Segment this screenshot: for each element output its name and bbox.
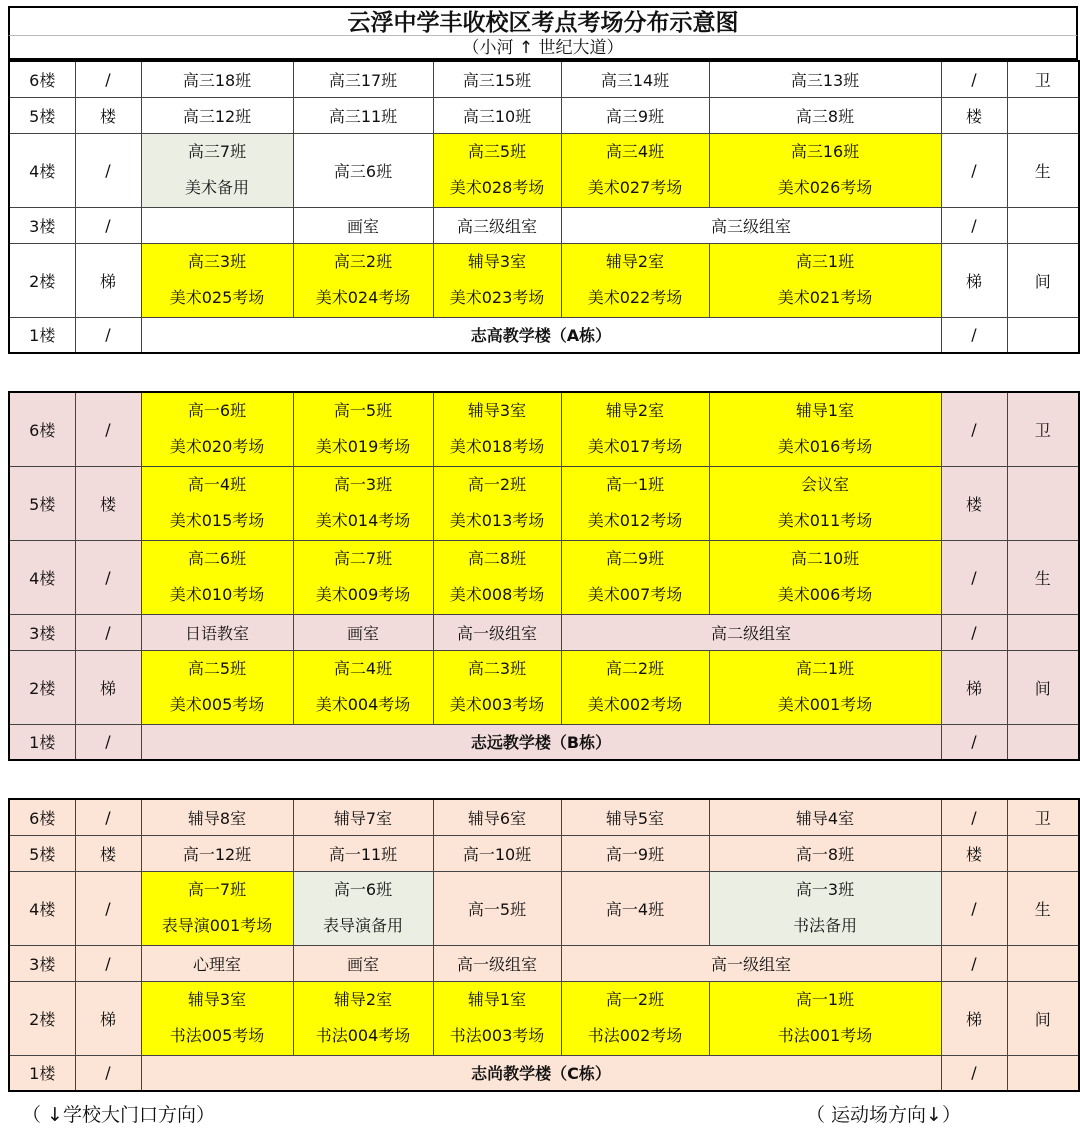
table-row	[9, 835, 1079, 871]
room-cell: 高一10班	[433, 835, 561, 871]
floor-label: 6楼	[9, 799, 75, 835]
room-cell	[709, 871, 941, 945]
exam-room: 美术002考场	[587, 695, 683, 714]
restroom-cell	[1007, 466, 1079, 540]
room-cell: 高一5班	[433, 871, 561, 945]
room-cell	[433, 243, 561, 317]
stair-cell: 楼	[941, 466, 1007, 540]
exam-room: 美术004考场	[315, 695, 411, 714]
room-name: 高三16班	[790, 142, 860, 161]
stair-cell: 梯	[941, 981, 1007, 1055]
room-name: 高一1班	[605, 475, 665, 494]
room-cell: 日语教室	[141, 614, 293, 650]
stair-cell: /	[75, 945, 141, 981]
restroom-cell: 生	[1007, 540, 1079, 614]
room-cell: 辅导5室	[561, 799, 709, 835]
stair-cell: 梯	[75, 650, 141, 724]
room-name: 高一6班	[187, 401, 247, 421]
restroom-cell	[1007, 97, 1079, 133]
stair-cell: /	[941, 1055, 1007, 1091]
stair-cell: 梯	[941, 650, 1007, 724]
stair-cell: /	[75, 317, 141, 353]
room-name: 会议室	[800, 475, 849, 494]
exam-room: 书法002考场	[587, 1026, 683, 1045]
room-cell: 辅导7室	[293, 799, 433, 835]
table-row	[9, 650, 1079, 724]
exam-room: 表导演001考场	[161, 916, 273, 935]
floor-label: 3楼	[9, 945, 75, 981]
stair-cell: 梯	[941, 243, 1007, 317]
room-cell	[293, 392, 433, 466]
room-cell	[709, 466, 941, 540]
exam-room: 美术005考场	[169, 695, 265, 714]
room-cell	[293, 650, 433, 724]
floor-label: 5楼	[9, 835, 75, 871]
restroom-cell: 间	[1007, 243, 1079, 317]
room-name: 高一2班	[467, 475, 527, 494]
room-cell	[141, 466, 293, 540]
room-cell	[433, 466, 561, 540]
exam-room: 美术017考场	[587, 437, 683, 457]
room-name: 辅导2室	[605, 401, 665, 421]
floor-label: 1楼	[9, 1055, 75, 1091]
room-cell	[433, 133, 561, 207]
room-cell	[709, 981, 941, 1055]
room-name: 高一3班	[795, 880, 855, 899]
building-name: 志高教学楼（A栋）	[141, 317, 941, 353]
floor-label: 4楼	[9, 133, 75, 207]
stair-cell: /	[941, 614, 1007, 650]
stair-cell: /	[75, 1055, 141, 1091]
room-cell	[709, 133, 941, 207]
table-row	[9, 945, 1079, 981]
room-cell	[709, 392, 941, 466]
stair-cell: /	[941, 799, 1007, 835]
room-cell	[433, 392, 561, 466]
exam-room: 美术019考场	[315, 437, 411, 457]
exam-room: 美术006考场	[777, 585, 873, 604]
table-row	[9, 317, 1079, 353]
room-cell	[293, 243, 433, 317]
exam-room: 美术001考场	[777, 695, 873, 714]
room-cell	[141, 650, 293, 724]
floor-label: 5楼	[9, 466, 75, 540]
table-row	[9, 871, 1079, 945]
stair-cell: /	[75, 207, 141, 243]
room-name: 辅导1室	[795, 401, 855, 421]
exam-room: 书法003考场	[449, 1026, 545, 1045]
room-cell	[141, 392, 293, 466]
room-name: 高二5班	[187, 659, 247, 678]
room-name: 高一6班	[333, 880, 393, 899]
stair-cell: /	[941, 61, 1007, 97]
room-name: 高一3班	[333, 475, 393, 494]
floor-label: 6楼	[9, 61, 75, 97]
room-cell: 高三13班	[709, 61, 941, 97]
exam-room: 表导演备用	[322, 916, 403, 935]
floor-label: 2楼	[9, 650, 75, 724]
room-cell	[561, 650, 709, 724]
building-a-table	[8, 60, 1080, 354]
room-name: 高一5班	[333, 401, 393, 421]
room-name: 高二4班	[333, 659, 393, 678]
stair-cell: 楼	[941, 97, 1007, 133]
exam-room: 美术028考场	[449, 178, 545, 197]
room-cell: 高三10班	[433, 97, 561, 133]
table-row	[9, 799, 1079, 835]
room-cell: 高一级组室	[433, 614, 561, 650]
room-name: 辅导3室	[187, 990, 247, 1009]
room-cell: 高一级组室	[433, 945, 561, 981]
stair-cell: /	[75, 133, 141, 207]
table-row	[9, 392, 1079, 466]
room-cell	[561, 133, 709, 207]
room-cell: 高一级组室	[561, 945, 941, 981]
room-name: 高三4班	[605, 142, 665, 161]
room-cell: 辅导8室	[141, 799, 293, 835]
room-name: 辅导3室	[467, 252, 527, 271]
stair-cell: /	[75, 392, 141, 466]
room-cell: 画室	[293, 614, 433, 650]
room-name: 高一7班	[187, 880, 247, 899]
exam-room: 美术009考场	[315, 585, 411, 604]
room-cell: 高一9班	[561, 835, 709, 871]
room-cell	[709, 540, 941, 614]
exam-room: 美术016考场	[777, 437, 873, 457]
room-cell: 高三9班	[561, 97, 709, 133]
restroom-cell	[1007, 207, 1079, 243]
room-cell	[293, 540, 433, 614]
exam-room: 美术011考场	[777, 511, 873, 530]
exam-room: 美术021考场	[777, 288, 873, 307]
stair-cell: /	[941, 392, 1007, 466]
room-cell: 高一8班	[709, 835, 941, 871]
room-cell: 高三12班	[141, 97, 293, 133]
restroom-cell: 卫	[1007, 799, 1079, 835]
room-name: 辅导3室	[467, 401, 527, 421]
floor-label: 3楼	[9, 614, 75, 650]
exam-room: 书法备用	[792, 916, 857, 935]
restroom-cell: 卫	[1007, 392, 1079, 466]
exam-room: 书法001考场	[777, 1026, 873, 1045]
stair-cell: 梯	[75, 243, 141, 317]
room-name: 辅导2室	[605, 252, 665, 271]
exam-room: 美术020考场	[169, 437, 265, 457]
stair-cell: 梯	[75, 981, 141, 1055]
room-cell	[561, 981, 709, 1055]
floor-label: 1楼	[9, 317, 75, 353]
room-name: 高二9班	[605, 549, 665, 568]
room-cell	[141, 871, 293, 945]
stair-cell: 楼	[75, 466, 141, 540]
room-cell: 高三11班	[293, 97, 433, 133]
exam-room: 美术007考场	[587, 585, 683, 604]
room-cell	[293, 981, 433, 1055]
exam-room: 美术027考场	[587, 178, 683, 197]
stair-cell: 楼	[75, 835, 141, 871]
room-cell: 辅导6室	[433, 799, 561, 835]
stair-cell: /	[941, 724, 1007, 760]
stair-cell: /	[75, 614, 141, 650]
building-name: 志远教学楼（B栋）	[141, 724, 941, 760]
stair-cell: /	[941, 945, 1007, 981]
room-cell	[293, 871, 433, 945]
floor-label: 4楼	[9, 871, 75, 945]
exam-room: 书法005考场	[169, 1026, 265, 1045]
floor-label: 3楼	[9, 207, 75, 243]
page-subtitle: （小河 ↑ 世纪大道）	[8, 36, 1078, 60]
room-cell: 高一11班	[293, 835, 433, 871]
sports-field-direction: （ 运动场方向↓）	[806, 1104, 961, 1126]
restroom-cell: 卫	[1007, 61, 1079, 97]
room-cell: 画室	[293, 945, 433, 981]
room-name: 高三1班	[795, 252, 855, 271]
room-cell: 高一4班	[561, 871, 709, 945]
room-name: 高二6班	[187, 549, 247, 568]
exam-room: 美术014考场	[315, 511, 411, 530]
stair-cell: 楼	[75, 97, 141, 133]
restroom-cell: 间	[1007, 981, 1079, 1055]
room-name: 高三5班	[467, 142, 527, 161]
room-cell	[561, 466, 709, 540]
room-cell	[141, 207, 293, 243]
room-cell: 高三15班	[433, 61, 561, 97]
building-b-table	[8, 391, 1080, 761]
restroom-cell	[1007, 835, 1079, 871]
room-name: 高三2班	[333, 252, 393, 271]
table-row	[9, 207, 1079, 243]
room-cell	[141, 243, 293, 317]
room-cell: 高三级组室	[561, 207, 941, 243]
floor-label: 1楼	[9, 724, 75, 760]
room-cell	[141, 981, 293, 1055]
floor-label: 6楼	[9, 392, 75, 466]
room-name: 高一1班	[795, 990, 855, 1009]
restroom-cell	[1007, 317, 1079, 353]
room-cell	[293, 466, 433, 540]
room-cell	[433, 650, 561, 724]
restroom-cell: 生	[1007, 871, 1079, 945]
stair-cell: 楼	[941, 835, 1007, 871]
room-cell: 高三8班	[709, 97, 941, 133]
room-name: 高三7班	[187, 142, 247, 161]
room-name: 高一4班	[187, 475, 247, 494]
room-name: 辅导2室	[333, 990, 393, 1009]
room-cell: 高二级组室	[561, 614, 941, 650]
room-cell	[433, 540, 561, 614]
stair-cell: /	[75, 61, 141, 97]
room-cell	[709, 650, 941, 724]
exam-room: 美术023考场	[449, 288, 545, 307]
floor-label: 2楼	[9, 243, 75, 317]
room-cell: 高三6班	[293, 133, 433, 207]
room-cell: 辅导4室	[709, 799, 941, 835]
exam-room: 书法004考场	[315, 1026, 411, 1045]
restroom-cell	[1007, 945, 1079, 981]
table-row	[9, 97, 1079, 133]
room-cell: 高一12班	[141, 835, 293, 871]
stair-cell: /	[75, 724, 141, 760]
stair-cell: /	[75, 540, 141, 614]
room-cell: 高三17班	[293, 61, 433, 97]
restroom-cell	[1007, 724, 1079, 760]
table-row	[9, 724, 1079, 760]
room-cell: 高三18班	[141, 61, 293, 97]
room-name: 高三3班	[187, 252, 247, 271]
table-row	[9, 466, 1079, 540]
room-name: 高二10班	[790, 549, 860, 568]
room-cell	[141, 540, 293, 614]
stair-cell: /	[941, 317, 1007, 353]
exam-room: 美术026考场	[777, 178, 873, 197]
room-cell: 画室	[293, 207, 433, 243]
room-cell	[141, 133, 293, 207]
room-cell: 高三级组室	[433, 207, 561, 243]
restroom-cell: 间	[1007, 650, 1079, 724]
room-cell	[561, 392, 709, 466]
room-cell: 高三14班	[561, 61, 709, 97]
exam-room: 美术003考场	[449, 695, 545, 714]
table-row	[9, 981, 1079, 1055]
room-cell	[709, 243, 941, 317]
stair-cell: /	[75, 871, 141, 945]
table-row	[9, 133, 1079, 207]
schedule-sheet	[8, 6, 1078, 1092]
room-name: 高二1班	[795, 659, 855, 678]
room-name: 高二7班	[333, 549, 393, 568]
room-name: 高一2班	[605, 990, 665, 1009]
room-cell	[561, 243, 709, 317]
building-name: 志尚教学楼（C栋）	[141, 1055, 941, 1091]
restroom-cell: 生	[1007, 133, 1079, 207]
exam-room: 美术013考场	[449, 511, 545, 530]
room-name: 高二8班	[467, 549, 527, 568]
exam-room: 美术010考场	[169, 585, 265, 604]
room-cell: 心理室	[141, 945, 293, 981]
room-name: 高二3班	[467, 659, 527, 678]
table-row	[9, 614, 1079, 650]
table-row	[9, 540, 1079, 614]
page-title: 云浮中学丰收校区考点考场分布示意图	[8, 6, 1078, 36]
building-c-table	[8, 798, 1080, 1092]
room-name: 高二2班	[605, 659, 665, 678]
floor-label: 5楼	[9, 97, 75, 133]
table-row	[9, 243, 1079, 317]
room-name: 辅导1室	[467, 990, 527, 1009]
stair-cell: /	[941, 207, 1007, 243]
exam-room: 美术018考场	[449, 437, 545, 457]
table-row	[9, 61, 1079, 97]
exam-room: 美术008考场	[449, 585, 545, 604]
restroom-cell	[1007, 614, 1079, 650]
room-cell	[561, 540, 709, 614]
exam-room: 美术022考场	[587, 288, 683, 307]
block-gap	[8, 761, 1078, 798]
floor-label: 2楼	[9, 981, 75, 1055]
stair-cell: /	[941, 871, 1007, 945]
stair-cell: /	[941, 133, 1007, 207]
restroom-cell	[1007, 1055, 1079, 1091]
exam-room: 美术015考场	[169, 511, 265, 530]
stair-cell: /	[941, 540, 1007, 614]
floor-label: 4楼	[9, 540, 75, 614]
exam-room: 美术024考场	[315, 288, 411, 307]
stair-cell: /	[75, 799, 141, 835]
table-row	[9, 1055, 1079, 1091]
exam-room: 美术025考场	[169, 288, 265, 307]
exam-room: 美术012考场	[587, 511, 683, 530]
school-gate-direction: （ ↓学校大门口方向）	[22, 1104, 215, 1126]
exam-room: 美术备用	[184, 178, 249, 197]
block-gap	[8, 354, 1078, 391]
room-cell	[433, 981, 561, 1055]
